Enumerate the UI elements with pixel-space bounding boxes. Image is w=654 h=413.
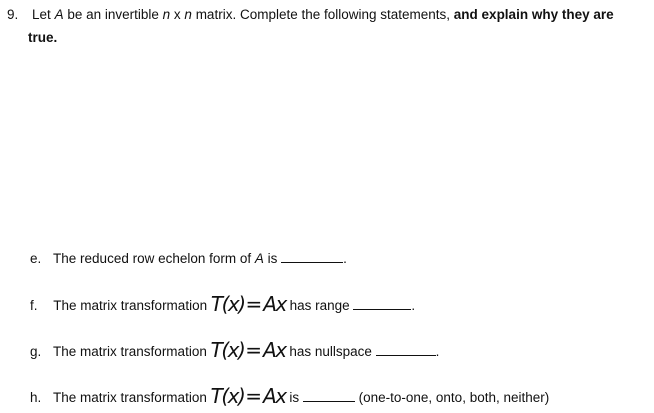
item-h-text-after: is: [289, 390, 300, 405]
question-text-x: x: [170, 7, 185, 22]
item-h-math: T(x)=Ax: [210, 384, 286, 408]
question-number: 9.: [7, 7, 19, 22]
item-e-text: The reduced row echelon form of: [53, 251, 255, 266]
item-e-end: .: [343, 251, 347, 266]
item-f-letter: f.: [30, 298, 38, 313]
item-h-letter: h.: [30, 390, 42, 405]
item-f-answer-blank[interactable]: [353, 297, 411, 310]
item-g-end: .: [435, 344, 440, 359]
item-g-letter: g.: [30, 344, 42, 359]
item-h: [30, 386, 549, 407]
item-g-text-after: has nullspace: [289, 344, 372, 359]
item-f-end: .: [411, 298, 416, 313]
question-9-line-2: true.: [28, 30, 58, 45]
item-f-text-after: has range: [289, 298, 350, 313]
question-text-intro: Let: [32, 7, 55, 22]
item-e-var: A: [254, 251, 264, 266]
item-h-options: (one-to-one, onto, both, neither): [358, 390, 550, 405]
item-h-text: The matrix transformation: [53, 390, 207, 405]
item-e-answer-blank[interactable]: [281, 250, 343, 263]
item-e-letter: e.: [30, 251, 42, 266]
item-g-answer-blank[interactable]: [376, 343, 436, 356]
item-e: [30, 250, 347, 268]
question-9-line-1: [7, 6, 614, 24]
question-text-mid: be an invertible: [63, 7, 163, 22]
item-g: [30, 340, 439, 361]
item-h-answer-blank[interactable]: [303, 389, 355, 402]
item-f-text: The matrix transformation: [53, 298, 208, 313]
item-g-math: T(x)=Ax: [210, 338, 286, 362]
question-text-bold: and explain why they are: [453, 7, 614, 22]
question-var-n2: n: [184, 7, 192, 22]
question-var-n1: n: [162, 7, 171, 22]
item-g-text: The matrix transformation: [53, 344, 207, 359]
question-var-a: A: [54, 7, 64, 22]
question-text-after: matrix. Complete the following statements,: [191, 7, 454, 22]
item-e-text-after: is: [263, 251, 278, 266]
item-f-math: T(x)=Ax: [210, 292, 286, 316]
item-f: [30, 294, 415, 315]
